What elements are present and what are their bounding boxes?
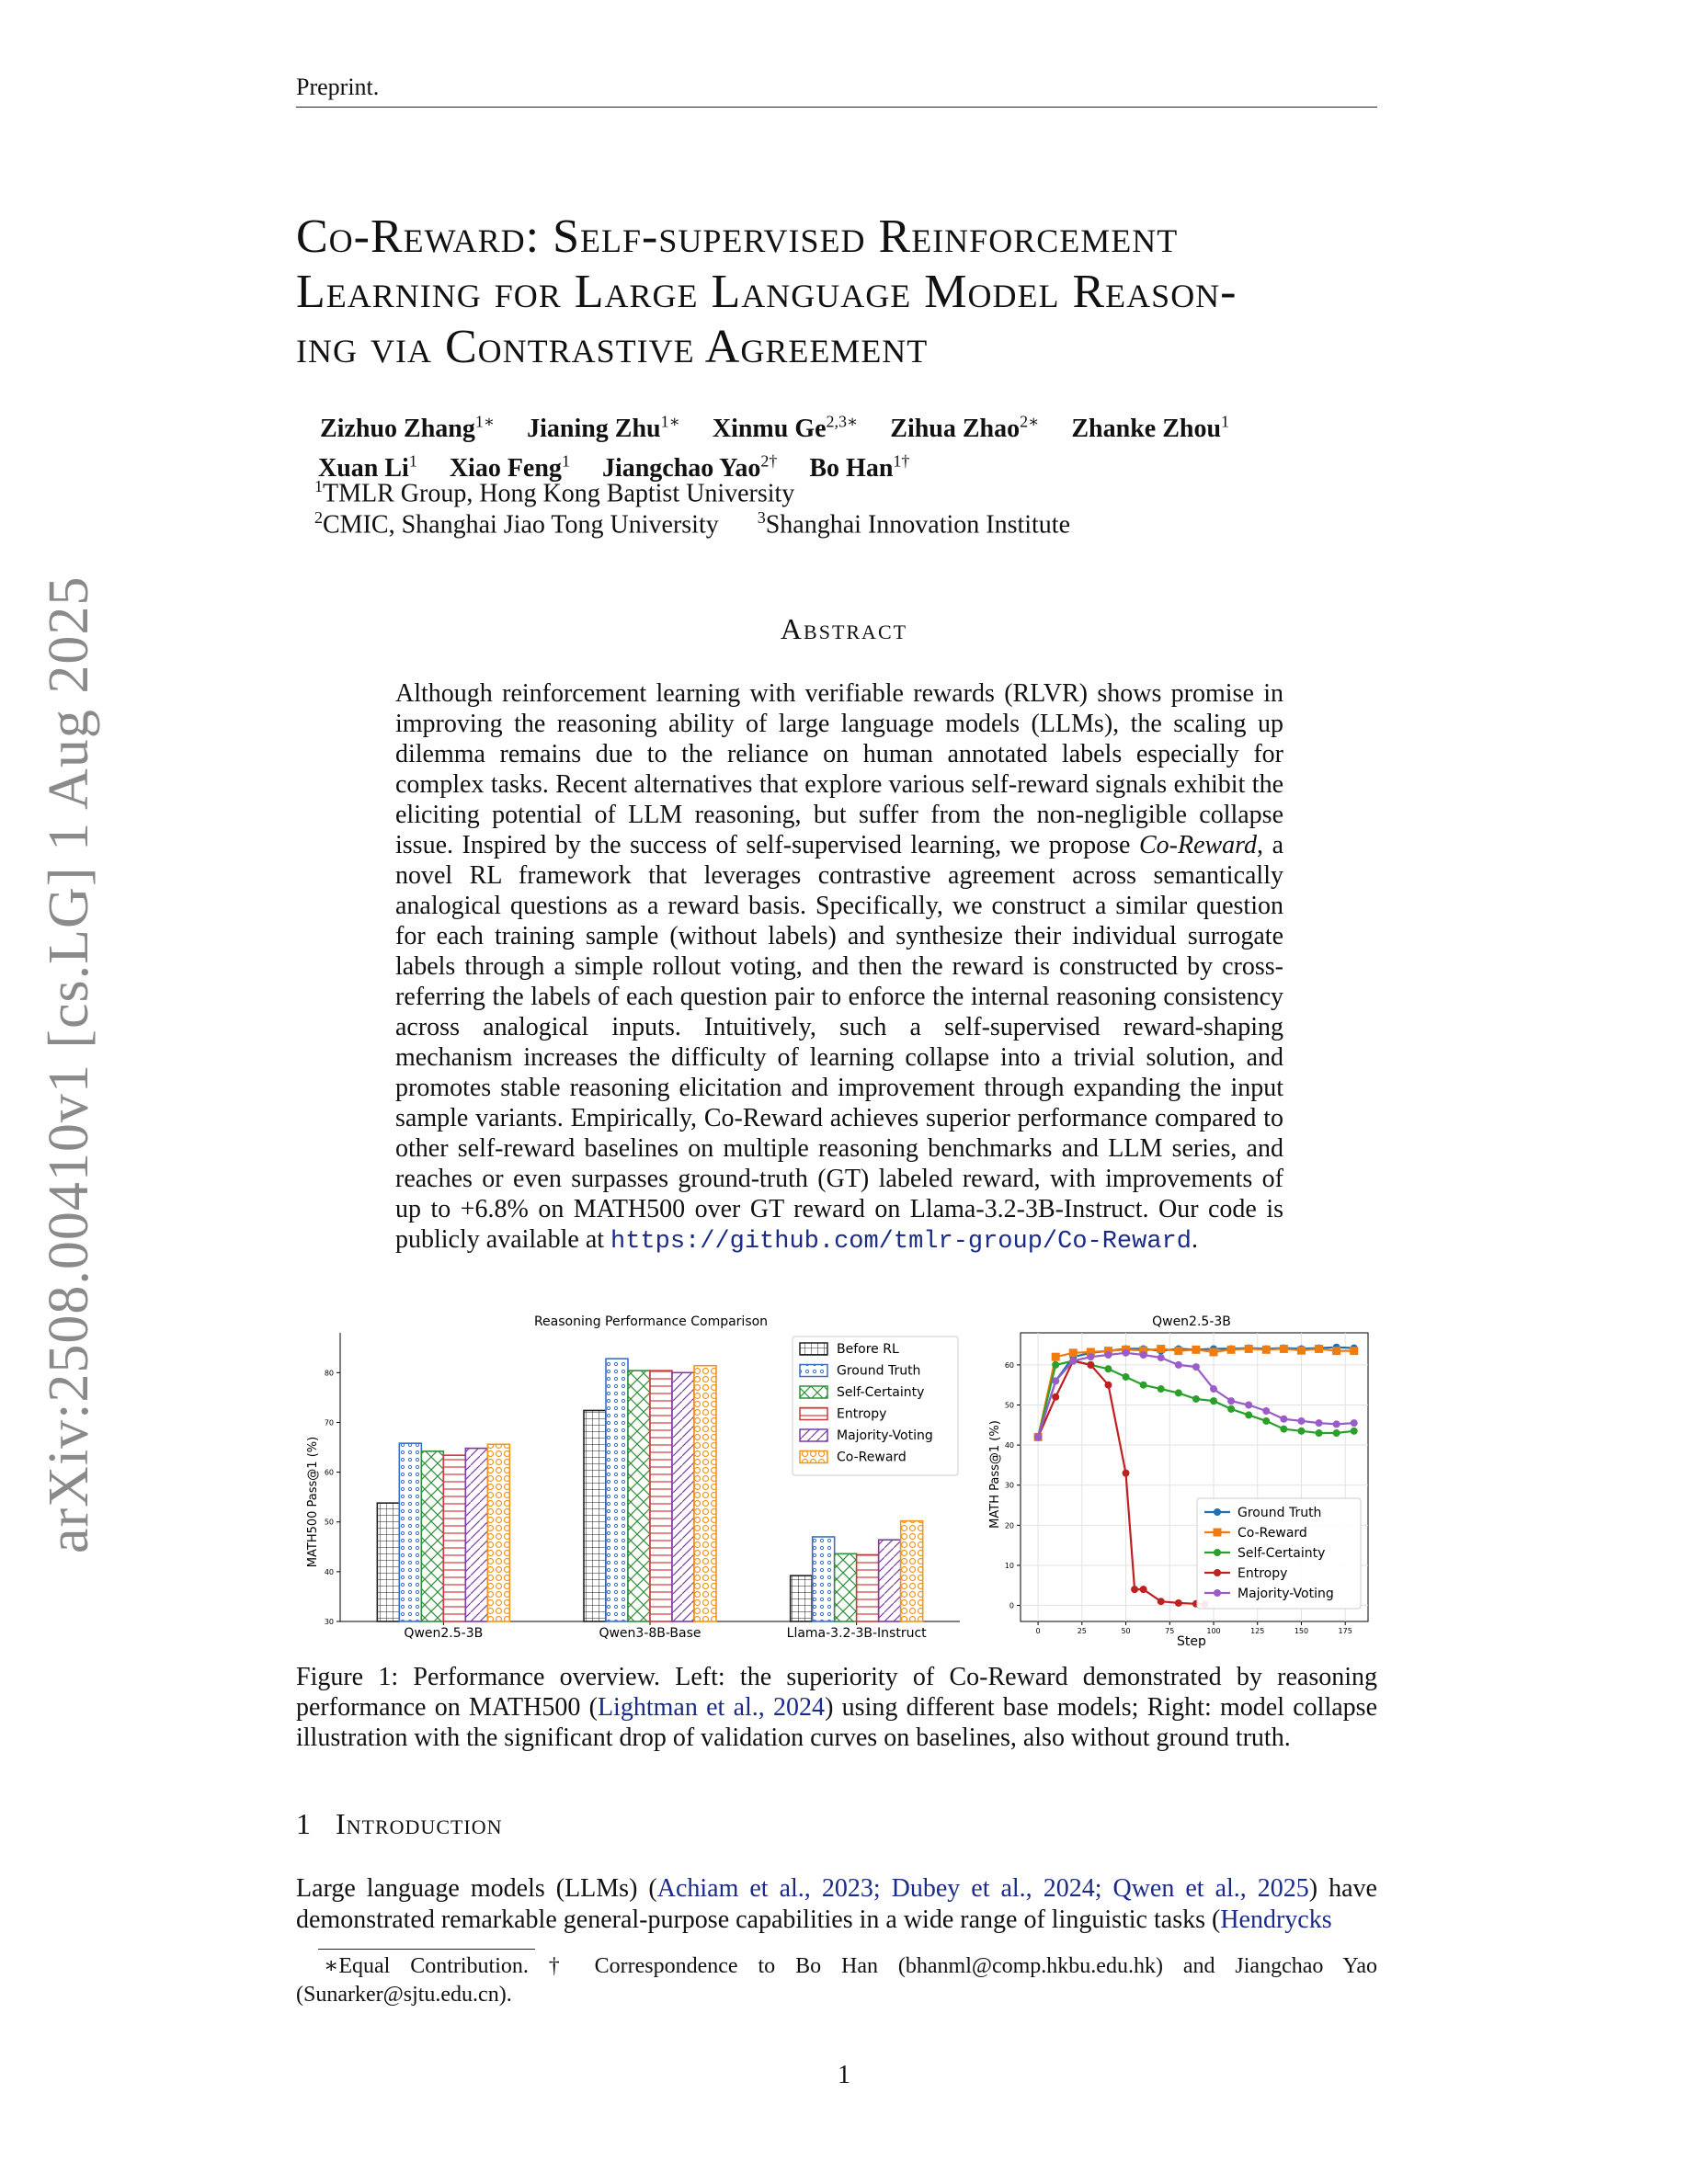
bar (465, 1449, 487, 1621)
data-point (1069, 1358, 1077, 1365)
line-chart-title: Qwen2.5-3B (1152, 1314, 1231, 1329)
x-tick-label: 25 (1077, 1627, 1087, 1635)
citation-link[interactable]: Achiam et al., 2023; Dubey et al., 2024; Qwen et al., 2025 (656, 1874, 1309, 1903)
data-point (1245, 1345, 1252, 1352)
data-point (1316, 1419, 1323, 1427)
data-point (1214, 1549, 1221, 1556)
y-tick-label: 30 (1004, 1481, 1014, 1490)
y-tick-label: 0 (1009, 1601, 1014, 1610)
legend-label: Ground Truth (1237, 1506, 1322, 1520)
legend-label: Co-Reward (837, 1450, 907, 1465)
data-point (1175, 1389, 1182, 1396)
y-tick-label: 40 (324, 1567, 334, 1576)
data-point (1140, 1382, 1147, 1389)
line-chart-ylabel: MATH Pass@1 (%) (988, 1420, 1002, 1529)
affiliation-1: $^1$TMLR Group, Hong Kong Baptist University (314, 477, 795, 508)
bar (813, 1537, 835, 1621)
data-point (1158, 1385, 1165, 1393)
bar-chart-legend (793, 1337, 958, 1475)
data-point (1351, 1428, 1358, 1435)
abstract-body: Although reinforcement learning with verifiable rewards (RLVR) shows promise in improving the reasoning ability of large language models (LLMs), the scaling up dilemma remains due to the reliance on human annotated labels especially for complex tasks. Recent alternatives that explore various self-reward signals exhibit the eliciting potential of LLM reasoning, but suffer from the non-negligible collapse issue. Inspired by the success of self-supervised learning, we propose Co-Reward, a novel RL framework that leverages contrastive agreement across semantically analogical questions as a reward basis. Specifically, we construct a similar question for each training sample (without labels) and synthesize their individual surrogate labels through a simple rollout voting, and then the reward is constructed by cross-referring the labels of each question pair to enforce the internal reasoning consistency across analogical inputs. Intuitively, such a self-supervised reward-shaping mechanism increases the difficulty of learning collapse into a trivial solution, and promotes stable reasoning elicitation and improvement through expanding the input sample variants. Empirically, Co-Reward achieves superior performance compared to other self-reward baselines on multiple reasoning benchmarks and LLM series, and reaches or even surpasses ground-truth (GT) labeled reward, with improvements of up to +6.8% on MATH500 over GT reward on Llama-3.2-3B-Instruct. Our code is publicly available at https://github.com/tmlr-group/Co-Reward. (395, 679, 1284, 1256)
intro-paragraph: Large language models (LLMs) (Achiam et al., 2023; Dubey et al., 2024; Qwen et al., 2025) have demonstrated remarkable general-purpose capabilities in a wide range of linguistic tasks (Hendrycks (296, 1874, 1377, 1934)
data-point (1245, 1411, 1252, 1418)
data-point (1210, 1397, 1217, 1405)
bar (421, 1451, 443, 1621)
x-tick-label: Llama-3.2-3B-Instruct (786, 1626, 927, 1641)
data-point (1316, 1345, 1323, 1352)
author: Xinmu $Ge^{2,3∗}$ (712, 413, 859, 444)
bar (650, 1371, 672, 1621)
footnote-rule (318, 1949, 535, 1950)
data-point (1297, 1417, 1305, 1425)
data-point (1192, 1346, 1200, 1353)
legend-label: Entropy (1237, 1566, 1288, 1581)
bar-chart-title: Reasoning Performance Comparison (533, 1314, 769, 1329)
legend-label: Self-Certainty (837, 1385, 925, 1400)
data-point (1245, 1402, 1252, 1409)
title-line-2: Learning for Large Language Model Reason- (296, 266, 1237, 318)
data-point (1192, 1395, 1200, 1403)
line-chart-legend (1197, 1498, 1361, 1609)
x-tick-label: Qwen3-8B-Base (599, 1626, 701, 1641)
bar (443, 1455, 465, 1621)
x-tick-label: 100 (1206, 1627, 1221, 1635)
bar (399, 1443, 421, 1621)
data-point (1297, 1347, 1305, 1354)
legend-label: Before RL (837, 1342, 899, 1357)
legend-label: Ground Truth (837, 1363, 921, 1379)
bar (901, 1521, 923, 1621)
data-point (1214, 1508, 1221, 1516)
bar-chart-ylabel: MATH500 Pass@1 (%) (306, 1436, 320, 1568)
data-point (1262, 1417, 1270, 1425)
data-point (1210, 1385, 1217, 1393)
line-chart-xlabel: Step (1177, 1634, 1206, 1649)
bar (628, 1371, 650, 1621)
paper-title (296, 210, 1390, 375)
y-tick-label: 20 (1004, 1521, 1014, 1530)
data-point (1034, 1433, 1042, 1440)
data-point (1280, 1416, 1287, 1423)
author: Zihua Zhao$^{2∗}$ (890, 413, 1040, 444)
data-point (1087, 1361, 1094, 1369)
x-tick-label: 0 (1035, 1627, 1041, 1635)
author-row-1 (320, 406, 1377, 445)
x-tick-label: 50 (1121, 1627, 1131, 1635)
data-point (1052, 1393, 1059, 1401)
line-chart (980, 1309, 1377, 1656)
legend-swatch (800, 1429, 827, 1441)
y-tick-label: 30 (324, 1618, 334, 1626)
data-point (1333, 1348, 1340, 1355)
data-point (1227, 1397, 1235, 1405)
legend-label: Majority-Voting (837, 1428, 933, 1443)
y-tick-label: 60 (1004, 1360, 1014, 1370)
data-point (1052, 1377, 1059, 1384)
data-point (1227, 1346, 1235, 1353)
data-point (1192, 1363, 1200, 1371)
figure-caption: Figure 1: Performance overview. Left: the superiority of Co-Reward demonstrated by reasoning performance on MATH500 (Lightman et al., 2024) using different base models; Right: model collapse illustration with the significant drop of validation curves on baselines, also without ground truth. (296, 1663, 1377, 1752)
citation-link[interactable]: Hendrycks (1220, 1905, 1332, 1934)
legend-swatch (800, 1343, 827, 1355)
legend-swatch (800, 1365, 827, 1377)
bar (487, 1444, 509, 1621)
x-tick-label: Qwen2.5-3B (404, 1626, 484, 1641)
data-point (1158, 1345, 1165, 1352)
data-point (1280, 1426, 1287, 1433)
data-point (1227, 1405, 1235, 1413)
header-rule (296, 107, 1377, 108)
author: Jiangchao Yao$^{2\dagger}$ (601, 451, 778, 483)
legend-label: Entropy (837, 1406, 887, 1422)
data-point (1297, 1428, 1305, 1435)
bar (672, 1372, 694, 1621)
bar-chart (296, 1309, 967, 1656)
y-tick-label: 50 (324, 1518, 334, 1527)
data-point (1140, 1351, 1147, 1359)
x-tick-label: 175 (1338, 1627, 1352, 1635)
affiliation-2-3: $^2$CMIC, Shanghai Jiao Tong University $^3$Shanghai Innovation Institute (314, 508, 1071, 540)
author: Xuan Li$^1$ (318, 451, 417, 483)
data-point (1262, 1346, 1270, 1353)
legend-swatch (800, 1408, 827, 1420)
title-line-3: ing via Contrastive Agreement (296, 321, 929, 373)
data-point (1214, 1529, 1221, 1536)
y-tick-label: 40 (1004, 1441, 1014, 1450)
author: Zizhuo Zhang$^{1∗}$ (320, 413, 496, 444)
author: Xiao Feng$^1$ (449, 451, 570, 483)
section-heading: 1 Introduction (296, 1807, 503, 1840)
legend-label: Self-Certainty (1237, 1546, 1326, 1561)
data-point (1210, 1348, 1217, 1356)
title-line-1: Co-Reward: Self-supervised Reinforcement (296, 210, 1179, 263)
legend-swatch (800, 1386, 827, 1398)
author: Bo Han$^{1\dagger}$ (809, 451, 910, 483)
data-point (1123, 1349, 1130, 1357)
y-tick-label: 80 (324, 1369, 334, 1378)
data-point (1214, 1589, 1221, 1597)
data-point (1351, 1419, 1358, 1427)
data-point (1140, 1586, 1147, 1593)
bar (791, 1575, 813, 1621)
data-point (1351, 1348, 1358, 1355)
bar (879, 1540, 901, 1621)
data-point (1158, 1598, 1165, 1605)
citation-link[interactable]: Lightman et al., 2024 (597, 1693, 826, 1722)
page-number: 1 (838, 2061, 850, 2089)
bar (377, 1503, 399, 1621)
bar (835, 1553, 857, 1621)
y-tick-label: 50 (1004, 1401, 1014, 1410)
x-tick-label: 75 (1165, 1627, 1175, 1635)
footnote: ∗Equal Contribution. † Correspondence to Bo Han (bhanml@comp.hkbu.edu.hk) and Jiangchao Yao (Sunarker@sjtu.edu.cn). (296, 1954, 1377, 2007)
x-tick-label: 125 (1250, 1627, 1265, 1635)
data-point (1333, 1420, 1340, 1428)
y-tick-label: 60 (324, 1468, 334, 1477)
code-link[interactable]: https://github.com/tmlr-group/Co-Reward (610, 1228, 1192, 1256)
data-point (1052, 1361, 1059, 1369)
arxiv-identifier[interactable]: arXiv:2508.00410v1 [cs.LG] 1 Aug 2025 (38, 575, 100, 1553)
data-point (1131, 1586, 1138, 1593)
data-point (1333, 1429, 1340, 1437)
data-point (1175, 1599, 1182, 1607)
data-point (1158, 1354, 1165, 1361)
data-point (1104, 1382, 1112, 1389)
data-point (1052, 1353, 1059, 1360)
data-point (1104, 1351, 1112, 1359)
data-point (1316, 1429, 1323, 1437)
bar (694, 1366, 716, 1621)
data-point (1214, 1569, 1221, 1576)
bar (606, 1359, 628, 1621)
data-point (1123, 1470, 1130, 1477)
data-point (1262, 1407, 1270, 1415)
y-tick-label: 10 (1004, 1561, 1014, 1570)
data-point (1175, 1361, 1182, 1369)
running-header: Preprint. (296, 74, 380, 100)
x-tick-label: 150 (1294, 1627, 1309, 1635)
y-tick-label: 70 (324, 1418, 334, 1428)
author: Zhanke Zhou$^1$ (1071, 413, 1230, 444)
data-point (1123, 1373, 1130, 1381)
bar (857, 1554, 879, 1621)
legend-label: Co-Reward (1237, 1526, 1307, 1541)
bar (584, 1410, 606, 1621)
data-point (1104, 1365, 1112, 1372)
data-point (1280, 1345, 1287, 1352)
data-point (1087, 1353, 1094, 1360)
legend-label: Majority-Voting (1237, 1587, 1334, 1601)
data-point (1069, 1349, 1077, 1357)
author: Jianing Zhu$^{1∗}$ (527, 413, 680, 444)
data-point (1175, 1348, 1182, 1355)
legend-swatch (800, 1451, 827, 1463)
abstract-heading: Abstract (780, 612, 908, 645)
